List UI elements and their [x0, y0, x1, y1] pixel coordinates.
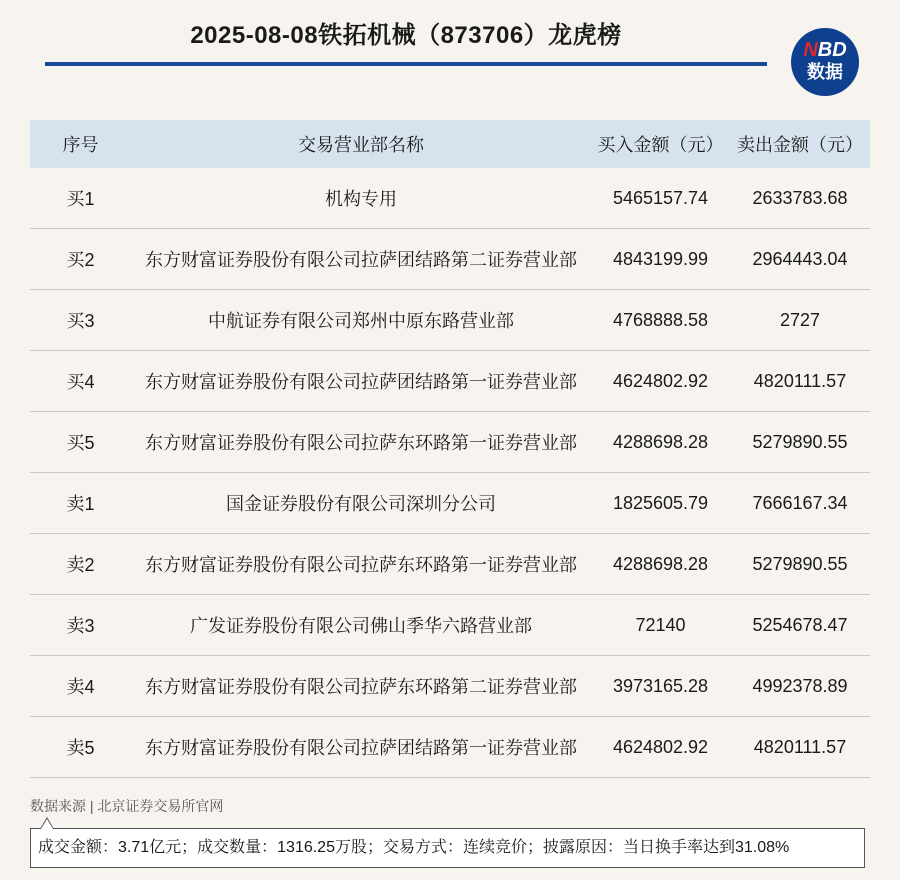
sell-amount: 4820111.57: [730, 351, 870, 412]
branch-name: 国金证券股份有限公司深圳分公司: [131, 473, 591, 534]
buy-amount: 4624802.92: [591, 351, 730, 412]
table-row: [30, 473, 870, 534]
row-index: 卖1: [30, 473, 131, 534]
table-row: [30, 290, 870, 351]
logo-bottom-text: 数据: [807, 62, 843, 82]
table-row: [30, 168, 870, 229]
logo-top-text: [791, 39, 859, 61]
sell-amount: 4820111.57: [730, 717, 870, 778]
column-header-branch-name: 交易营业部名称: [131, 120, 591, 168]
sell-amount: 5254678.47: [730, 595, 870, 656]
dragon-tiger-table: [30, 120, 870, 778]
branch-name: 机构专用: [131, 168, 591, 229]
header-row: [30, 120, 870, 168]
row-index: 卖5: [30, 717, 131, 778]
branch-name: 东方财富证券股份有限公司拉萨团结路第一证券营业部: [131, 717, 591, 778]
row-index: 买1: [30, 168, 131, 229]
table-body: [30, 168, 870, 778]
row-index: 买2: [30, 229, 131, 290]
trade-summary-note: 成交金额：3.71亿元；成交数量：1316.25万股；交易方式：连续竞价；披露原因：当日换手率达到31.08%: [30, 828, 865, 868]
branch-name: 东方财富证券股份有限公司拉萨东环路第一证券营业部: [131, 412, 591, 473]
sell-amount: 2727: [730, 290, 870, 351]
column-header-buy-amount: 买入金额（元）: [591, 120, 730, 168]
data-source: 数据来源 | 北京证券交易所官网: [30, 798, 224, 814]
table-row: [30, 351, 870, 412]
table-row: [30, 412, 870, 473]
sell-amount: 5279890.55: [730, 412, 870, 473]
table-row: [30, 656, 870, 717]
row-index: 买3: [30, 290, 131, 351]
branch-name: 东方财富证券股份有限公司拉萨团结路第二证券营业部: [131, 229, 591, 290]
row-index: 卖4: [30, 656, 131, 717]
branch-name: 中航证券有限公司郑州中原东路营业部: [131, 290, 591, 351]
row-index: 买4: [30, 351, 131, 412]
branch-name: 东方财富证券股份有限公司拉萨团结路第一证券营业部: [131, 351, 591, 412]
row-index: 买5: [30, 412, 131, 473]
sell-amount: 4992378.89: [730, 656, 870, 717]
logo-letters-bd: BD: [817, 39, 847, 61]
branch-name: 东方财富证券股份有限公司拉萨东环路第一证券营业部: [131, 534, 591, 595]
table-row: [30, 229, 870, 290]
page-title: 2025-08-08铁拓机械（873706）龙虎榜: [190, 22, 622, 49]
sell-amount: 7666167.34: [730, 473, 870, 534]
note-pointer-fill: [41, 819, 53, 829]
sell-amount: 2964443.04: [730, 229, 870, 290]
table-header: [30, 120, 870, 168]
nbd-logo: [791, 28, 859, 96]
buy-amount: 3973165.28: [591, 656, 730, 717]
table-row: [30, 595, 870, 656]
buy-amount: 4288698.28: [591, 534, 730, 595]
column-header-index: 序号: [30, 120, 131, 168]
branch-name: 广发证券股份有限公司佛山季华六路营业部: [131, 595, 591, 656]
buy-amount: 72140: [591, 595, 730, 656]
buy-amount: 4843199.99: [591, 229, 730, 290]
column-header-sell-amount: 卖出金额（元）: [730, 120, 870, 168]
title-underline: [45, 62, 767, 66]
branch-name: 东方财富证券股份有限公司拉萨东环路第二证券营业部: [131, 656, 591, 717]
sell-amount: 5279890.55: [730, 534, 870, 595]
buy-amount: 5465157.74: [591, 168, 730, 229]
row-index: 卖2: [30, 534, 131, 595]
table-row: [30, 534, 870, 595]
table-row: [30, 717, 870, 778]
sell-amount: 2633783.68: [730, 168, 870, 229]
buy-amount: 4768888.58: [591, 290, 730, 351]
row-index: 卖3: [30, 595, 131, 656]
buy-amount: 4624802.92: [591, 717, 730, 778]
buy-amount: 1825605.79: [591, 473, 730, 534]
logo-letter-n: N: [803, 39, 818, 61]
buy-amount: 4288698.28: [591, 412, 730, 473]
